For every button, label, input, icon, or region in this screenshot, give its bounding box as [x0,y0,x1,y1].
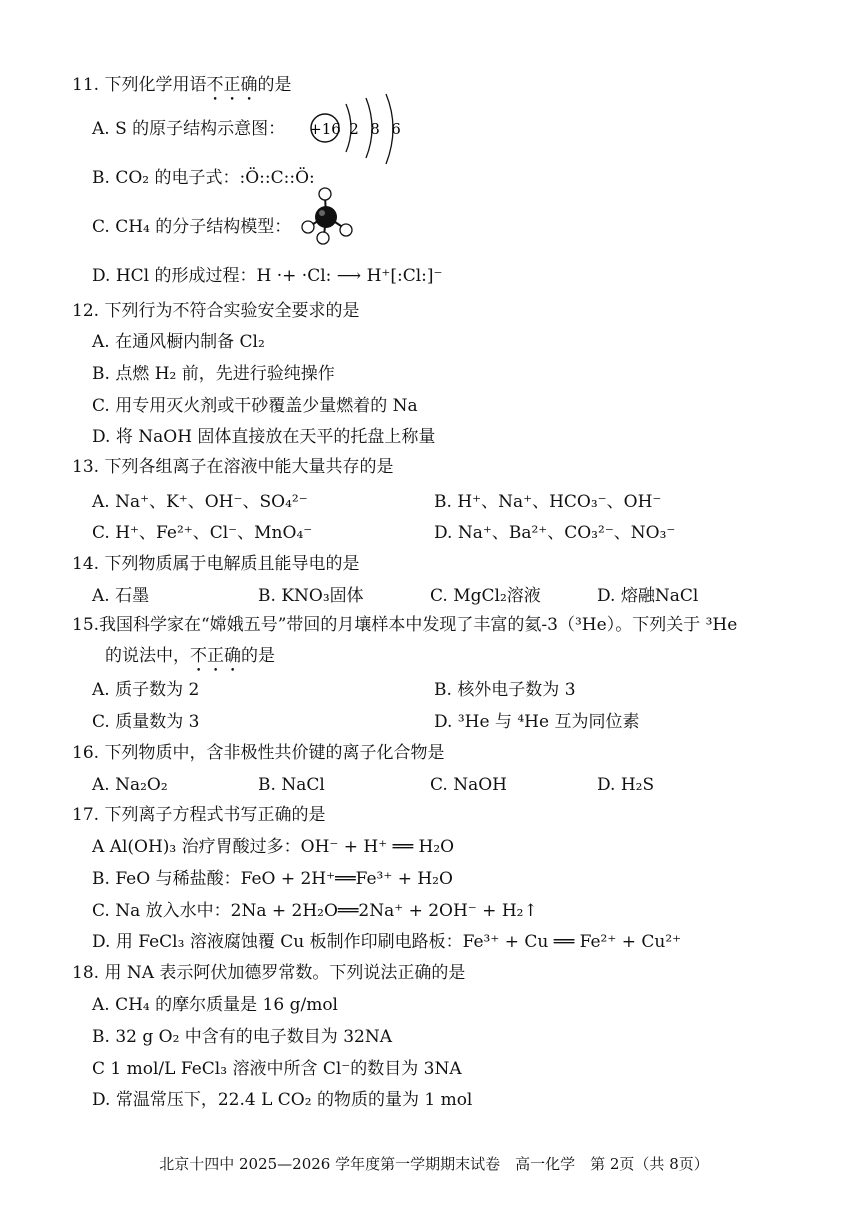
q12-option-b: B. 点燃 H₂ 前，先进行验纯操作 [92,364,335,384]
q18-option-c: C 1 mol/L FeCl₃ 溶液中所含 Cl⁻的数目为 3NA [92,1059,462,1079]
hcl-formation-formula: H ·+ ·Cl: ⟶ H⁺[:Cl:]⁻ [256,266,443,286]
q16-option-a: A. Na₂O₂ [92,775,168,795]
q13-option-b: B. H⁺、Na⁺、HCO₃⁻、OH⁻ [434,492,662,512]
q11-option-b: B. CO₂ 的电子式：:Ö::C::Ö: [92,168,315,188]
question-number: 14. [72,554,100,574]
q15-option-b: B. 核外电子数为 3 [434,680,576,700]
q14-option-b: B. KNO₃固体 [258,586,364,606]
page-footer: 北京十四中 2025—2026 学年度第一学期期末试卷 高一化学 第 2页（共 8页） [159,1155,709,1173]
shell-3-count: 6 [391,120,401,138]
q16-option-d: D. H₂S [597,775,655,795]
q11-option-a: A. S 的原子结构示意图： [92,119,286,139]
q12-option-c: C. 用专用灭火剂或干砂覆盖少量燃着的 Na [92,396,418,416]
q15-option-c: C. 质量数为 3 [92,712,200,732]
question-15-stem-line-2: 的说法中，不正确的是 [105,646,275,666]
co2-electron-formula: :Ö::C::Ö: [239,168,315,188]
q18-option-b: B. 32 g O₂ 中含有的电子数目为 32NA [92,1027,392,1047]
question-stem: 下列物质属于电解质且能导电的是 [104,554,360,574]
question-number: 18. [72,963,100,983]
shell-2-count: 8 [370,120,380,138]
q13-option-d: D. Na⁺、Ba²⁺、CO₃²⁻、NO₃⁻ [434,523,676,543]
question-13 [72,455,393,479]
question-number: 16. [72,743,100,763]
q14-option-a: A. 石墨 [92,586,150,606]
question-stem: 下列化学用语不正确的是 [104,75,292,95]
shell-1-count: 2 [349,120,359,138]
question-stem-line-1: 我国科学家在“嫦娥五号”带回的月壤样本中发现了丰富的氦-3（³He）。下列关于 ³He [99,615,738,635]
question-stem: 下列物质中，含非极性共价键的离子化合物是 [104,743,445,763]
q14-option-c: C. MgCl₂溶液 [430,586,541,606]
question-number: 11. [72,75,100,95]
q18-option-a: A. CH₄ 的摩尔质量是 16 g/mol [92,995,338,1015]
q16-option-b: B. NaCl [258,775,325,795]
question-stem: 下列各组离子在溶液中能大量共存的是 [104,457,394,477]
q17-option-d: D. 用 FeCl₃ 溶液腐蚀覆 Cu 板制作印刷电路板：Fe³⁺ + Cu ══ Fe²⁺ + Cu²⁺ [92,932,682,952]
methane-ball-stick-model-icon [298,186,362,248]
question-11 [72,73,291,105]
question-stem: 用 NA 表示阿伏加德罗常数。下列说法正确的是 [104,963,466,983]
q11-option-d: D. HCl 的形成过程：H ·+ ·Cl: ⟶ H⁺[:Cl:]⁻ [92,266,443,286]
question-14 [72,552,359,576]
q13-option-a: A. Na⁺、K⁺、OH⁻、SO₄²⁻ [92,492,308,512]
q12-option-d: D. 将 NaOH 固体直接放在天平的托盘上称量 [92,427,436,447]
question-17 [72,803,325,827]
question-number: 17. [72,805,100,825]
q15-option-a: A. 质子数为 2 [92,680,200,700]
question-15 [72,613,737,637]
question-16 [72,741,444,765]
question-number: 13. [72,457,100,477]
question-12 [72,299,359,323]
q16-option-c: C. NaOH [430,775,507,795]
question-number: 12. [72,301,100,321]
emphasis-text: 不正确 [206,75,258,95]
q17-option-b: B. FeO 与稀盐酸：FeO + 2H⁺══Fe³⁺ + H₂O [92,869,453,889]
q17-option-a: A Al(OH)₃ 治疗胃酸过多：OH⁻ + H⁺ ══ H₂O [92,837,455,857]
question-18 [72,961,465,985]
q17-option-c: C. Na 放入水中：2Na + 2H₂O══2Na⁺ + 2OH⁻ + H₂↑ [92,901,538,921]
q14-option-d: D. 熔融NaCl [597,586,699,606]
nucleus-label: +16 [309,120,341,138]
q15-option-d: D. ³He 与 ⁴He 互为同位素 [434,712,640,732]
question-number: 15. [72,615,100,635]
q11-option-c: C. CH₄ 的分子结构模型： [92,217,292,237]
question-stem: 下列离子方程式书写正确的是 [104,805,326,825]
sulfur-atom-structure-diagram [308,92,408,168]
q13-option-c: C. H⁺、Fe²⁺、Cl⁻、MnO₄⁻ [92,523,313,543]
question-stem: 下列行为不符合实验安全要求的是 [104,301,360,321]
q12-option-a: A. 在通风橱内制备 Cl₂ [92,332,265,352]
q18-option-d: D. 常温常压下，22.4 L CO₂ 的物质的量为 1 mol [92,1090,473,1110]
emphasis-text: 不正确 [190,646,241,666]
